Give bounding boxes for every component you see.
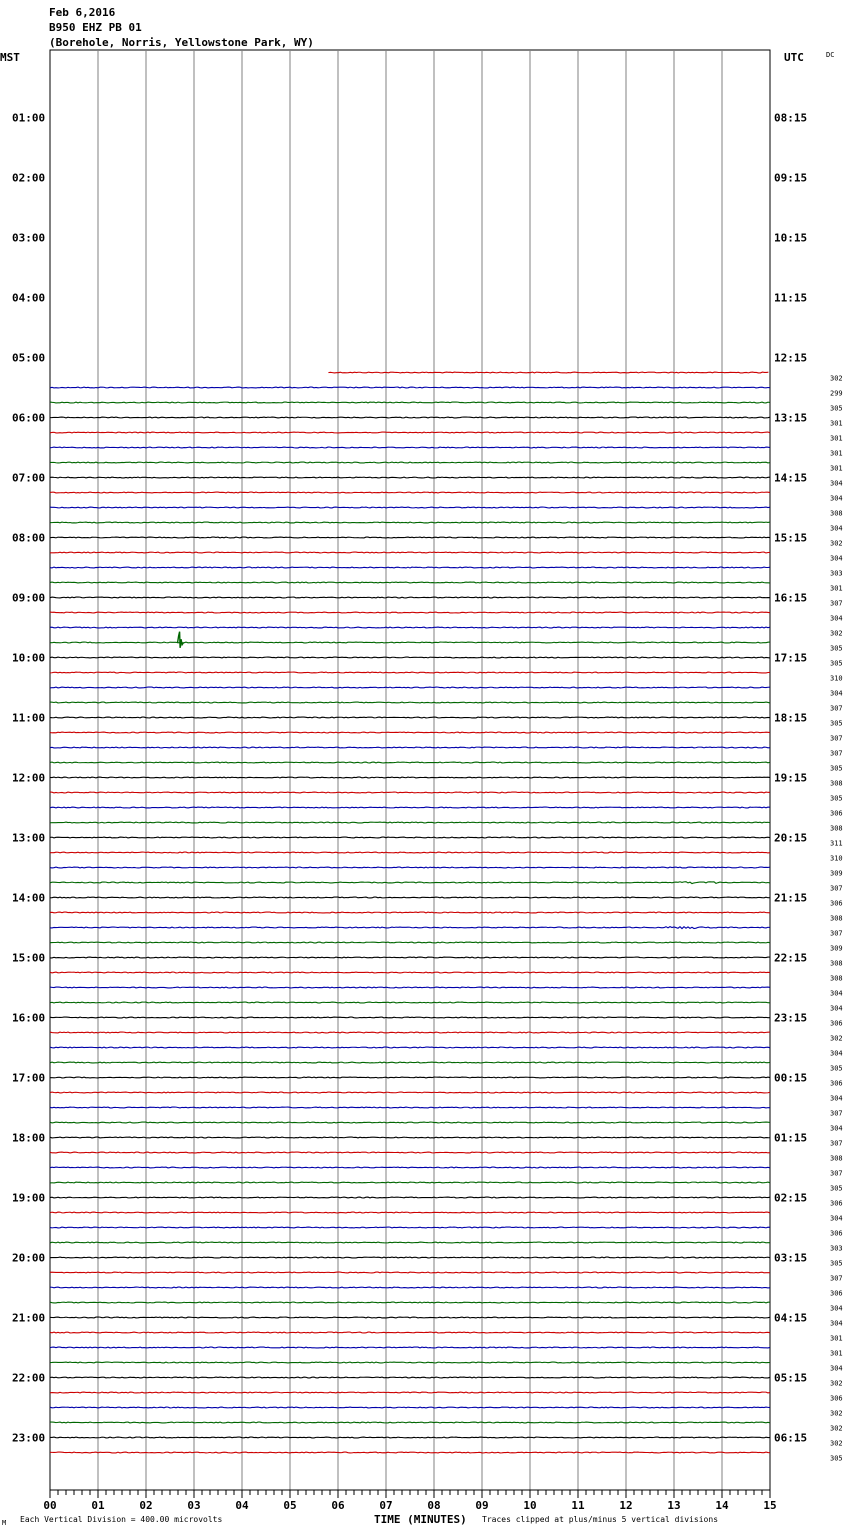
header-station: B950 EHZ PB 01 [49,21,142,34]
footer-mark: M [2,1519,7,1527]
dc-value-row-72: 307 [830,1139,843,1148]
mst-label-1900: 19:00 [12,1191,46,1205]
dc-value-row-47: 305 [830,764,843,773]
trace-row-32 [50,537,770,538]
dc-value-row-89: 306 [830,1394,843,1403]
dc-value-row-60: 308 [830,959,843,968]
dc-value-row-65: 302 [830,1034,843,1043]
trace-row-92 [50,1437,770,1438]
trace-row-84 [50,1317,770,1318]
seismic-traces [50,372,770,1453]
trace-row-68 [50,1077,770,1078]
dc-value-row-62: 304 [830,989,843,998]
trace-row-77 [50,1212,770,1213]
mst-label-0900: 09:00 [12,591,46,605]
trace-row-50 [50,807,770,808]
trace-row-69 [50,1092,770,1093]
trace-row-53 [50,852,770,853]
dc-value-row-63: 304 [830,1004,843,1013]
dc-value-row-26: 301 [830,449,843,458]
dc-value-row-41: 310 [830,674,843,683]
dc-value-row-90: 302 [830,1409,843,1418]
trace-row-52 [50,837,770,838]
mst-label-2200: 22:00 [12,1371,46,1385]
dc-value-row-81: 307 [830,1274,843,1283]
trace-row-21 [328,372,768,373]
trace-row-38 [50,627,770,628]
trace-row-87 [50,1362,770,1363]
dc-value-row-38: 302 [830,629,843,638]
x-tick-label-05: 05 [283,1499,297,1512]
trace-row-63 [50,1002,770,1003]
trace-row-90 [50,1407,770,1408]
mst-label-2300: 23:00 [12,1431,46,1445]
dc-value-row-46: 307 [830,749,843,758]
dc-value-row-57: 308 [830,914,843,923]
seismic-events [178,632,184,648]
trace-row-76 [50,1197,770,1198]
dc-value-row-40: 305 [830,659,843,668]
dc-value-row-30: 308 [830,509,843,518]
dc-value-row-75: 305 [830,1184,843,1193]
utc-label-1515: 15:15 [774,531,808,545]
x-tick-label-06: 06 [331,1499,345,1512]
trace-row-36 [50,597,770,598]
dc-value-row-44: 305 [830,719,843,728]
dc-value-row-85: 301 [830,1334,843,1343]
trace-row-43 [50,702,770,703]
dc-value-row-36: 307 [830,599,843,608]
trace-row-54 [50,867,770,868]
x-axis [43,1490,776,1512]
trace-row-62 [50,987,770,988]
dc-value-row-80: 305 [830,1259,843,1268]
dc-value-row-48: 308 [830,779,843,788]
utc-label-0015: 00:15 [774,1071,808,1085]
trace-row-59 [50,942,770,943]
utc-label-1415: 14:15 [774,471,808,485]
trace-row-25 [50,432,770,433]
mst-hour-labels [12,112,45,1445]
mst-label-2100: 21:00 [12,1311,46,1325]
mst-label-1500: 15:00 [12,951,46,965]
dc-value-row-86: 301 [830,1349,843,1358]
mst-label-0600: 06:00 [12,411,46,425]
trace-row-67 [50,1062,770,1063]
mst-label-1000: 10:00 [12,651,46,665]
dc-value-row-58: 307 [830,929,843,938]
header-location: (Borehole, Norris, Yellowstone Park, WY) [49,36,314,49]
dc-value-row-87: 304 [830,1364,843,1373]
trace-row-61 [50,972,770,973]
utc-label-0215: 02:15 [774,1191,808,1205]
dc-value-row-24: 301 [830,419,843,428]
x-tick-label-11: 11 [571,1499,585,1512]
utc-label-2015: 20:15 [774,831,808,845]
trace-row-23 [50,402,770,403]
utc-label-0115: 01:15 [774,1131,808,1145]
x-tick-label-09: 09 [475,1499,489,1512]
mst-label-0800: 08:00 [12,531,46,545]
event-0 [178,632,184,648]
trace-row-88 [50,1377,770,1378]
dc-value-row-84: 304 [830,1319,843,1328]
x-tick-label-14: 14 [715,1499,729,1512]
x-tick-label-08: 08 [427,1499,441,1512]
trace-row-89 [50,1392,770,1393]
trace-row-64 [50,1017,770,1018]
utc-label-1915: 19:15 [774,771,808,785]
trace-row-65 [50,1032,770,1033]
trace-row-34 [50,567,770,568]
trace-row-41 [50,672,770,673]
dc-value-row-59: 309 [830,944,843,953]
x-axis-title: TIME (MINUTES) [374,1513,467,1526]
trace-row-45 [50,732,770,733]
utc-label-1715: 17:15 [774,651,808,665]
trace-row-51 [50,822,770,823]
x-tick-label-15: 15 [763,1499,777,1512]
dc-value-row-78: 306 [830,1229,843,1238]
utc-label-1315: 13:15 [774,411,808,425]
dc-value-row-28: 304 [830,479,843,488]
dc-value-row-43: 307 [830,704,843,713]
trace-row-75 [50,1182,770,1183]
utc-label-2215: 22:15 [774,951,808,965]
trace-row-33 [50,552,770,553]
mst-label-0700: 07:00 [12,471,46,485]
trace-row-29 [50,492,770,493]
x-tick-label-13: 13 [667,1499,681,1512]
utc-label-0615: 06:15 [774,1431,808,1445]
trace-row-73 [50,1152,770,1153]
utc-label-1115: 11:15 [774,291,808,305]
dc-value-row-92: 302 [830,1439,843,1448]
trace-row-31 [50,522,770,523]
mst-label-0100: 01:00 [12,111,46,125]
dc-value-row-68: 306 [830,1079,843,1088]
trace-row-46 [50,747,770,748]
trace-row-39 [50,642,770,643]
utc-label-0415: 04:15 [774,1311,808,1325]
mst-label-0400: 04:00 [12,291,46,305]
dc-header-label: DC [826,51,835,59]
trace-row-60 [50,957,770,958]
trace-row-70 [50,1107,770,1108]
dc-value-row-45: 307 [830,734,843,743]
trace-row-74 [50,1167,770,1168]
utc-label-2315: 23:15 [774,1011,808,1025]
trace-row-71 [50,1122,770,1123]
trace-dc-values [830,375,843,1463]
mst-label-0500: 05:00 [12,351,46,365]
dc-value-row-42: 304 [830,689,843,698]
mst-label-0200: 02:00 [12,171,46,185]
utc-label-0915: 09:15 [774,171,808,185]
dc-value-row-50: 306 [830,809,843,818]
utc-label-0315: 03:15 [774,1251,808,1265]
x-tick-label-02: 02 [139,1499,153,1512]
trace-row-24 [50,417,770,418]
dc-value-row-31: 304 [830,524,843,533]
mst-label-1200: 12:00 [12,771,46,785]
trace-row-42 [50,687,770,688]
trace-row-49 [50,792,770,793]
mst-label-1700: 17:00 [12,1071,46,1085]
x-tick-label-01: 01 [91,1499,105,1512]
x-tick-label-07: 07 [379,1499,393,1512]
dc-value-row-22: 299 [830,389,843,398]
minute-gridlines [98,50,722,1490]
trace-row-28 [50,477,770,478]
trace-row-26 [50,447,770,448]
dc-value-row-34: 303 [830,569,843,578]
mst-label-1300: 13:00 [12,831,46,845]
dc-value-row-35: 301 [830,584,843,593]
header-date: Feb 6,2016 [49,6,116,19]
dc-value-row-23: 305 [830,404,843,413]
utc-label-0815: 08:15 [774,111,808,125]
dc-value-row-37: 304 [830,614,843,623]
mst-label-2000: 20:00 [12,1251,46,1265]
vertical-division-note: Each Vertical Division = 400.00 microvolts [20,1515,223,1524]
x-tick-label-00: 00 [43,1499,57,1512]
dc-value-row-21: 302 [830,374,843,383]
dc-value-row-93: 305 [830,1454,843,1463]
utc-label-1015: 10:15 [774,231,808,245]
mst-label-0300: 03:00 [12,231,46,245]
trace-row-91 [50,1422,770,1423]
dc-value-row-53: 310 [830,854,843,863]
x-tick-label-04: 04 [235,1499,249,1512]
trace-row-57 [50,912,770,913]
dc-value-row-55: 307 [830,884,843,893]
trace-row-55 [50,882,770,884]
utc-hour-labels [774,112,807,1445]
dc-value-row-73: 308 [830,1154,843,1163]
dc-value-row-67: 305 [830,1064,843,1073]
dc-value-row-88: 302 [830,1379,843,1388]
dc-value-row-29: 304 [830,494,843,503]
clip-note: Traces clipped at plus/minus 5 vertical divisions [482,1515,719,1524]
trace-row-30 [50,507,770,508]
trace-row-66 [50,1047,770,1048]
trace-row-86 [50,1347,770,1348]
trace-row-81 [50,1272,770,1273]
dc-value-row-39: 305 [830,644,843,653]
dc-value-row-61: 308 [830,974,843,983]
x-tick-label-12: 12 [619,1499,633,1512]
mst-label-1400: 14:00 [12,891,46,905]
dc-value-row-27: 301 [830,464,843,473]
dc-value-row-25: 301 [830,434,843,443]
dc-value-row-77: 304 [830,1214,843,1223]
trace-row-82 [50,1287,770,1288]
dc-value-row-74: 307 [830,1169,843,1178]
mst-label-1100: 11:00 [12,711,46,725]
dc-value-row-56: 306 [830,899,843,908]
dc-value-row-66: 304 [830,1049,843,1058]
trace-row-27 [50,462,770,463]
trace-row-48 [50,777,770,778]
trace-row-37 [50,612,770,613]
trace-row-79 [50,1242,770,1243]
dc-value-row-82: 306 [830,1289,843,1298]
dc-value-row-52: 311 [830,839,843,848]
trace-row-83 [50,1302,770,1303]
x-tick-label-10: 10 [523,1499,537,1512]
dc-value-row-83: 304 [830,1304,843,1313]
trace-row-47 [50,762,770,763]
trace-row-72 [50,1137,770,1138]
mst-label-1800: 18:00 [12,1131,46,1145]
trace-row-78 [50,1227,770,1228]
trace-row-58 [50,927,770,929]
utc-label-1615: 16:15 [774,591,808,605]
trace-row-85 [50,1332,770,1333]
trace-row-80 [50,1257,770,1258]
dc-value-row-33: 304 [830,554,843,563]
trace-row-40 [50,657,770,658]
dc-value-row-64: 306 [830,1019,843,1028]
dc-value-row-70: 307 [830,1109,843,1118]
utc-label-1215: 12:15 [774,351,808,365]
trace-row-56 [50,897,770,898]
left-timezone-label: MST [0,51,20,64]
dc-value-row-71: 304 [830,1124,843,1133]
dc-value-row-91: 302 [830,1424,843,1433]
utc-label-2115: 21:15 [774,891,808,905]
plot-frame [50,50,770,1490]
trace-row-22 [50,387,770,388]
trace-row-35 [50,582,770,583]
dc-value-row-51: 308 [830,824,843,833]
dc-value-row-32: 302 [830,539,843,548]
dc-value-row-79: 303 [830,1244,843,1253]
x-tick-label-03: 03 [187,1499,201,1512]
trace-row-44 [50,717,770,718]
mst-label-1600: 16:00 [12,1011,46,1025]
utc-label-0515: 05:15 [774,1371,808,1385]
utc-label-1815: 18:15 [774,711,808,725]
dc-value-row-54: 309 [830,869,843,878]
dc-value-row-49: 305 [830,794,843,803]
dc-value-row-76: 306 [830,1199,843,1208]
dc-value-row-69: 304 [830,1094,843,1103]
trace-row-93 [50,1452,770,1453]
right-timezone-label: UTC [784,51,804,64]
